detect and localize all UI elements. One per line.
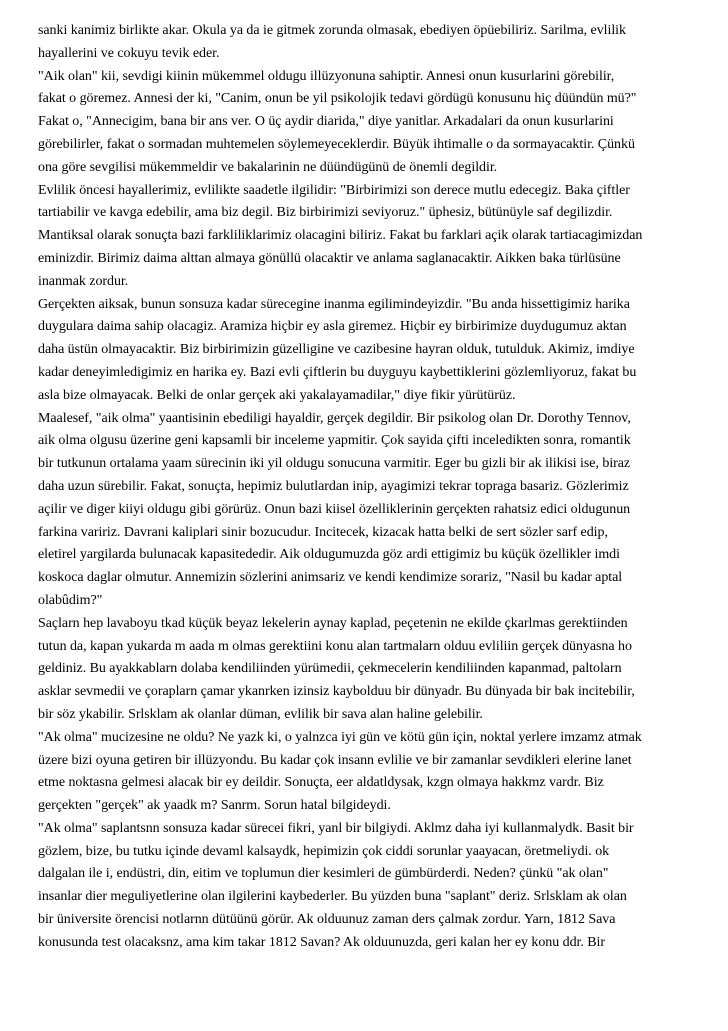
text-line: aik olma olgusu üzerine geni kapsamli bir inceleme yapmitir. Çok sayida çifti inceledikten sonra, romantik [38,433,631,449]
text-line: olabûdim?" [38,592,103,608]
text-line: Fakat o, "Annecigim, bana bir ans ver. O üç aydir diarida," diye yanitlar. Arkadalari da onun kusurlarini [38,114,614,130]
text-line [38,955,690,978]
text-line: Gerçekten aiksak, bunun sonsuza kadar sürecegine inanma egilimindeyizdir. "Bu anda hissettigimiz harika [38,296,630,312]
text-line: "Ak olma" mucizesine ne oldu? Ne yazk ki, o yalnzca iyi gün ve kötü gün için, noktal yerlere imzamz atmak [38,729,642,745]
text-line: gerçekten "gerçek" ak yaadk m? Sanrm. Sorun hatal bilgideydi. [38,798,391,814]
text-line: konusunda test olacaksnz, ama kim takar 1812 Savan? Ak olduunuzda, geri kalan her ey konu ddr. Bir [38,934,606,950]
text-line: asla bize olmayacak. Belki de onlar gerçek aki yakalayamadilar," diye fikir yürütürüz. [38,387,516,403]
text-line: üzere bizi oyuna getiren bir illüzyondu. Bu kadar çok insann evlilie ve bir zamanlar sevdikleri elerine lanet [38,752,632,768]
text-line: duygulara daima sahip olacagiz. Aramiza hiçbir ey asla giremez. Hiçbir ey birbirimize duydugumuz aktan [38,319,627,335]
text-line: kadar deneyimledigimiz en harika ey. Bazi evli çiftlerin bu duyguyu kaybettiklerini gözlemliyoruz, fakat bu [38,364,637,380]
text-line: eletirel yargilarda bulunacak kapasitededir. Aik oldugumuzda göz ardi ettigimiz bu küçük özellikler imdi [38,547,620,563]
text-line: gözlem, bize, bu tutku içinde devaml kalsaydk, hepimizin çok ciddi sorunlar yaayacan, öretmeliydi. ok [38,843,610,859]
text-line: bir tutkunun ortalama yaam sürecinin iki yil oldugu sonucuna varmitir. Eger bu gizli bir ak ilikisi ise, biraz [38,456,631,472]
text-line: tutun da, kapan yukarda m aada m olmas gerektiini konu alan tartmalarn olduu evliliin gerçek dünyasna ho [38,638,632,654]
text-line: Maalesef, "aik olma" yaantisinin ebediligi hayaldir, gerçek degildir. Bir psikolog olan Dr. Dorothy Tennov, [38,410,631,426]
text-line: fakat o göremez. Annesi der ki, "Canim, onun be yil psikolojik tedavi gördügü konusunu hiç düündün mü?" [38,91,637,107]
text-line: geldiniz. Bu ayakkablarn dolaba kendiliinden yürümedii, çekmecelerin kendiliinden kapanmad, paltolarn [38,661,622,677]
text-line: görebilirler, fakat o sormadan muhtemelen söylemeyeceklerdir. Büyük ihtimalle o da sormayacaktir. Çünkü [38,136,635,152]
text-line: bir söz ykabilir. Srlsklam ak olanlar düman, evlilik bir sava alan haline gelebilir. [38,706,483,722]
text-line: tartiabilir ve kavga edebilir, ama biz degil. Biz birbirimizi seviyoruz." üphesiz, bütünüyle saf degilizdir. [38,205,613,221]
text-line: "Ak olma" saplantsnn sonsuza kadar sürecei fikri, yanl bir bilgiydi. Aklmz daha iyi kullanmalydk. Basit bir [38,820,634,836]
text-line: "Aik olan" kii, sevdigi kiinin mükemmel oldugu illüzyonuna sahiptir. Annesi onun kusurlarini görebilir, [38,68,615,84]
text-line: koskoca daglar olmutur. Annemizin sözlerini animsariz ve kendi kendimize sorariz, "Nasil bu kadar aptal [38,570,623,586]
text-line: dalgalan ile i, endüstri, din, eitim ve toplumun dier kesimleri de gümbürderdi. Neden? çünkü "ak olan" [38,866,609,882]
text-line: Mantiksal olarak sonuçta bazi farkliliklarimiz olacagini biliriz. Fakat bu farklari açik olarak tartiacagimizdan [38,228,643,244]
text-line: ona göre sevgilisi mükemmeldir ve bakalarinin ne düündügünü de önemli degildir. [38,159,498,175]
text-line: Saçlarn hep lavaboyu tkad küçük beyaz lekelerin aynay kaplad, peçetenin ne ekilde çkarlmas gerektiinden [38,615,628,631]
text-line: daha uzun sürebilir. Fakat, sonuçta, hepimiz bulutlardan inip, ayagimizi tekrar topraga basariz. Gözlerimiz [38,478,629,494]
text-line: inanmak zordur. [38,273,129,289]
text-line: hayallerini ve cokuyu tevik eder. [38,45,220,61]
text-line: sanki kanimiz birlikte akar. Okula ya da ie gitmek zorunda olmasak, ebediyen öpüebiliriz. Sarilma, evlilik [38,23,626,38]
text-line: asklar sevmedii ve çoraplarn çamar ykanrken izinsiz kaybolduu bir dünyadr. Bu dünyada bir bak incitebilir, [38,684,635,700]
text-line: bir üniversite örencisi notlarnn dütüünü görür. Ak olduunuz zaman ders çalmak zordur. Yarn, 1812 Sava [38,912,616,928]
text-line: daha üstün olmayacaktir. Biz birbirimizin güzelligine ve cazibesine hayran olduk, tutulduk. Akimiz, imdiye [38,342,635,358]
text-line: eminizdir. Birimiz daima alttan almaya gönüllü olacaktir ve anlama saglanacaktir. Aikken baka türlüsüne [38,250,621,266]
text-line: farkina variriz. Davrani kaliplari sinir bozucudur. Incitecek, kizacak hatta belki de sert sözler sarf edip, [38,524,608,540]
text-line: etme noktasna gelmesi alacak bir ey deildir. Sonuçta, eer aldatldysak, kzgn olmaya hakkmz vardr. Biz [38,775,604,791]
text-line: Evlilik öncesi hayallerimiz, evlilikte saadetle ilgilidir: "Birbirimizi son derece mutlu edecegiz. Baka çiftler [38,182,630,198]
text-line: insanlar dier meguliyetlerine olan ilgilerini kaybederler. Bu yüzden buna "saplant" deriz. Srlsklam ak olan [38,889,627,905]
text-line: açilir ve diger kiiyi oldugu gibi görürüz. Onun bazi kiisel özelliklerinin gerçekten rahatsiz edici oldugunun [38,501,631,517]
